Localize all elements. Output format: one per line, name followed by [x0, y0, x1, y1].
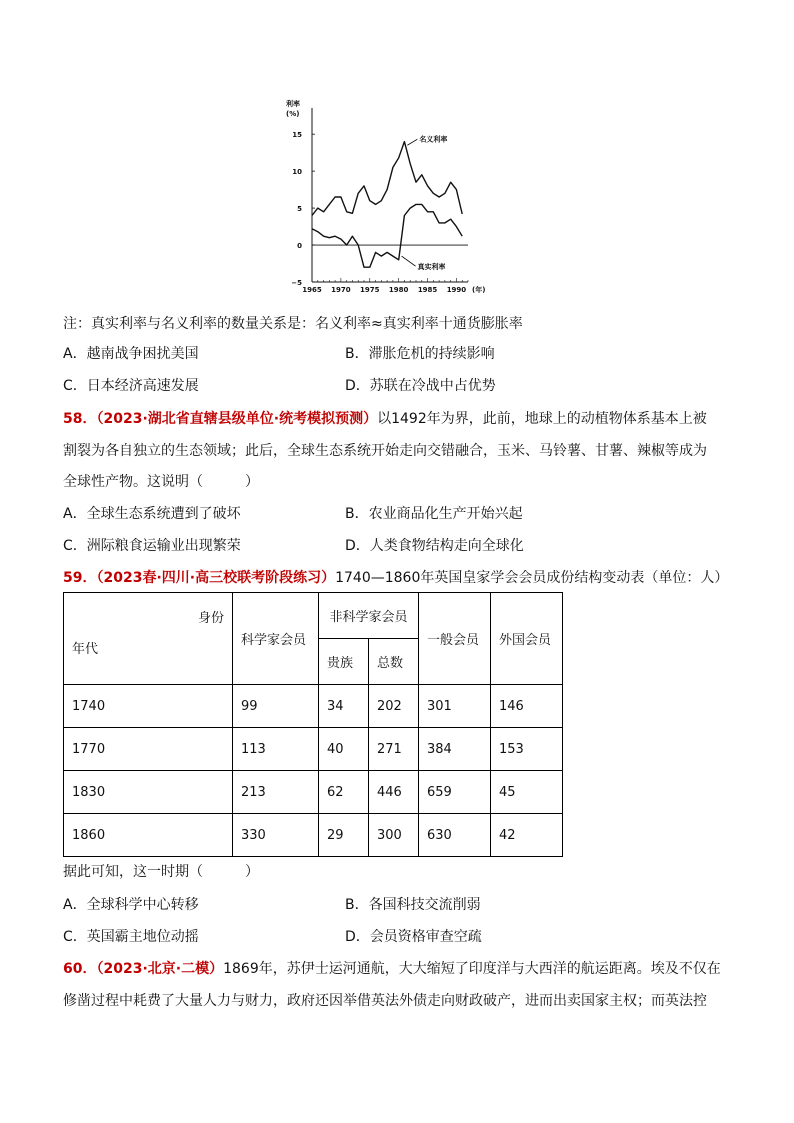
interest-rate-chart — [280, 98, 510, 298]
q58-option-a: A．全球生态系统遭到了破坏 — [63, 506, 241, 522]
header-general: 一般会员 — [419, 593, 491, 685]
q60-stem-line-2: 修凿过程中耗费了大量人力与财力，政府还因举借英法外债走向财政破产，进而出卖国家主权；而英法控 — [63, 993, 707, 1009]
x-tick-label: 1980 — [388, 286, 409, 294]
header-noble: 贵族 — [319, 639, 369, 685]
cell-year: 1860 — [64, 814, 233, 857]
cell-total: 300 — [369, 814, 419, 857]
x-axis-unit: (年) — [472, 286, 486, 294]
cell-year: 1770 — [64, 728, 233, 771]
q60-text-1: 1869年，苏伊士运河通航，大大缩短了印度洋与大西洋的航运距离。埃及不仅在 — [223, 961, 721, 977]
x-tick-label: 1965 — [302, 286, 322, 294]
q58-stem-line-1 — [63, 409, 707, 429]
cell-general: 659 — [419, 771, 491, 814]
cell-foreign: 42 — [491, 814, 563, 857]
table-corner-top: 身份 — [197, 610, 224, 626]
q60-stem-line-1 — [63, 959, 721, 979]
q60-number: 60． — [63, 961, 97, 977]
y-tick-label: 5 — [297, 205, 302, 214]
cell-year: 1740 — [64, 685, 233, 728]
series-label-nominal: 名义利率 — [419, 135, 448, 144]
cell-total: 202 — [369, 685, 419, 728]
y-tick-label: −5 — [291, 279, 302, 287]
cell-general: 630 — [419, 814, 491, 857]
table-corner-cell — [64, 593, 233, 685]
cell-foreign: 45 — [491, 771, 563, 814]
cell-scientist: 213 — [233, 771, 319, 814]
cell-noble: 29 — [319, 814, 369, 857]
cell-foreign: 146 — [491, 685, 563, 728]
table-row — [64, 771, 563, 814]
x-tick-label: 1990 — [446, 286, 467, 294]
cell-noble: 62 — [319, 771, 369, 814]
q58-option-b: B．农业商品化生产开始兴起 — [345, 506, 523, 522]
header-total: 总数 — [369, 639, 419, 685]
y-tick-label: 0 — [297, 242, 302, 251]
q58-text-1: 以1492年为界，此前，地球上的动植物体系基本上被 — [377, 411, 707, 427]
nominal-leader — [407, 139, 417, 145]
table-row — [64, 728, 563, 771]
table-row — [64, 685, 563, 728]
q59-stem-line-1 — [63, 568, 728, 588]
q58-source: （2023·湖北省直辖县级单位·统考模拟预测） — [96, 411, 378, 427]
q57-option-c: C．日本经济高速发展 — [63, 378, 199, 394]
q58-stem-line-2: 割裂为各自独立的生态领域；此后，全球生态系统开始走向交错融合，玉米、马铃薯、甘薯、辣椒等成为 — [63, 443, 707, 459]
q59-source: （2023春·四川·高三校联考阶段练习） — [96, 570, 336, 586]
q59-number: 59． — [63, 570, 97, 586]
series-line-real — [312, 204, 462, 267]
q57-option-a: A．越南战争困扰美国 — [63, 346, 199, 362]
header-scientist: 科学家会员 — [233, 593, 319, 685]
cell-scientist: 113 — [233, 728, 319, 771]
cell-scientist: 99 — [233, 685, 319, 728]
real-leader — [402, 256, 416, 266]
y-tick-label: 15 — [292, 131, 302, 140]
q60-source: （2023·北京·二模） — [96, 961, 224, 977]
table-row — [64, 814, 563, 857]
cell-noble: 34 — [319, 685, 369, 728]
table-corner-bottom: 年代 — [72, 641, 99, 657]
q59-option-c: C．英国霸主地位动摇 — [63, 929, 199, 945]
y-tick-label: 10 — [292, 168, 302, 177]
x-tick-label: 1970 — [331, 286, 351, 294]
q59-stem: 据此可知，这一时期（ ） — [63, 864, 259, 880]
q59-option-d: D．会员资格审查空疏 — [345, 929, 482, 945]
cell-noble: 40 — [319, 728, 369, 771]
q58-number: 58． — [63, 411, 97, 427]
cell-total: 446 — [369, 771, 419, 814]
q57-option-b: B．滞胀危机的持续影响 — [345, 346, 495, 362]
series-line-nominal — [312, 142, 462, 216]
header-foreign: 外国会员 — [491, 593, 563, 685]
q57-option-d: D．苏联在冷战中占优势 — [345, 378, 496, 394]
cell-total: 271 — [369, 728, 419, 771]
y-axis-unit: (%) — [286, 110, 300, 118]
membership-table — [63, 592, 563, 857]
q59-option-b: B．各国科技交流削弱 — [345, 897, 481, 913]
chart-note: 注：真实利率与名义利率的数量关系是：名义利率≈真实利率十通货膨胀率 — [63, 316, 523, 332]
q58-option-d: D．人类食物结构走向全球化 — [345, 538, 524, 554]
q59-option-a: A．全球科学中心转移 — [63, 897, 199, 913]
cell-year: 1830 — [64, 771, 233, 814]
x-tick-label: 1975 — [360, 286, 380, 294]
cell-general: 384 — [419, 728, 491, 771]
cell-scientist: 330 — [233, 814, 319, 857]
cell-foreign: 153 — [491, 728, 563, 771]
q59-table-title: 1740—1860年英国皇家学会会员成份结构变动表（单位：人） — [335, 570, 729, 586]
y-axis-label: 利率 — [286, 100, 300, 108]
q58-option-c: C．洲际粮食运输业出现繁荣 — [63, 538, 241, 554]
series-label-real: 真实利率 — [417, 263, 446, 272]
q58-stem-line-3: 全球性产物。这说明（ ） — [63, 474, 259, 490]
cell-general: 301 — [419, 685, 491, 728]
header-non-scientist: 非科学家会员 — [319, 593, 419, 639]
x-tick-label: 1985 — [417, 286, 438, 294]
